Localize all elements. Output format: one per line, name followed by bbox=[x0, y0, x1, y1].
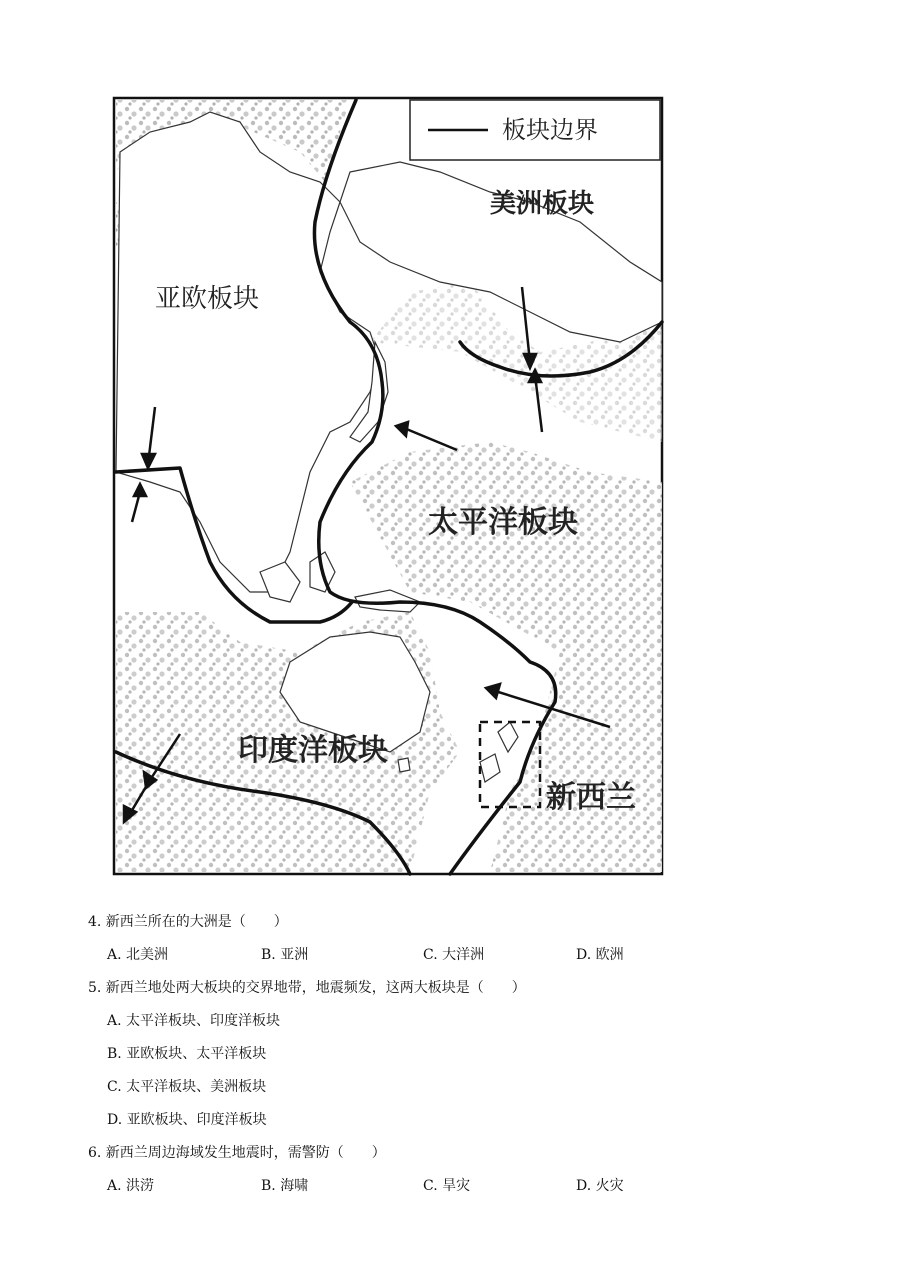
q4-option-c[interactable]: C. 大洋洲 bbox=[423, 947, 485, 963]
question-4: 4. 新西兰所在的大洲是（ ） bbox=[88, 914, 288, 930]
q5-option-b[interactable]: B. 亚欧板块、太平洋板块 bbox=[107, 1046, 267, 1062]
label-americas-plate: 美洲板块 bbox=[490, 189, 595, 219]
q4-option-a[interactable]: A. 北美洲 bbox=[107, 947, 169, 963]
q5-option-d[interactable]: D. 亚欧板块、印度洋板块 bbox=[107, 1112, 267, 1128]
q5-option-a[interactable]: A. 太平洋板块、印度洋板块 bbox=[107, 1013, 281, 1029]
label-new-zealand: 新西兰 bbox=[546, 780, 636, 815]
q4-option-d[interactable]: D. 欧洲 bbox=[576, 947, 624, 963]
label-indian-plate: 印度洋板块 bbox=[238, 733, 388, 768]
question-6: 6. 新西兰周边海域发生地震时，需警防（ ） bbox=[88, 1145, 386, 1161]
label-pacific-plate: 太平洋板块 bbox=[428, 505, 578, 540]
question-5: 5. 新西兰地处两大板块的交界地带，地震频发，这两大板块是（ ） bbox=[88, 980, 526, 996]
q4-option-b[interactable]: B. 亚洲 bbox=[261, 947, 309, 963]
q6-option-c[interactable]: C. 旱灾 bbox=[423, 1178, 471, 1194]
q6-option-d[interactable]: D. 火灾 bbox=[576, 1178, 624, 1194]
q6-option-a[interactable]: A. 洪涝 bbox=[107, 1178, 155, 1194]
q5-option-c[interactable]: C. 太平洋板块、美洲板块 bbox=[107, 1079, 267, 1095]
legend-label: 板块边界 bbox=[502, 116, 598, 144]
plate-map bbox=[110, 92, 670, 882]
q6-option-b[interactable]: B. 海啸 bbox=[261, 1178, 309, 1194]
label-eurasian-plate: 亚欧板块 bbox=[155, 284, 260, 314]
